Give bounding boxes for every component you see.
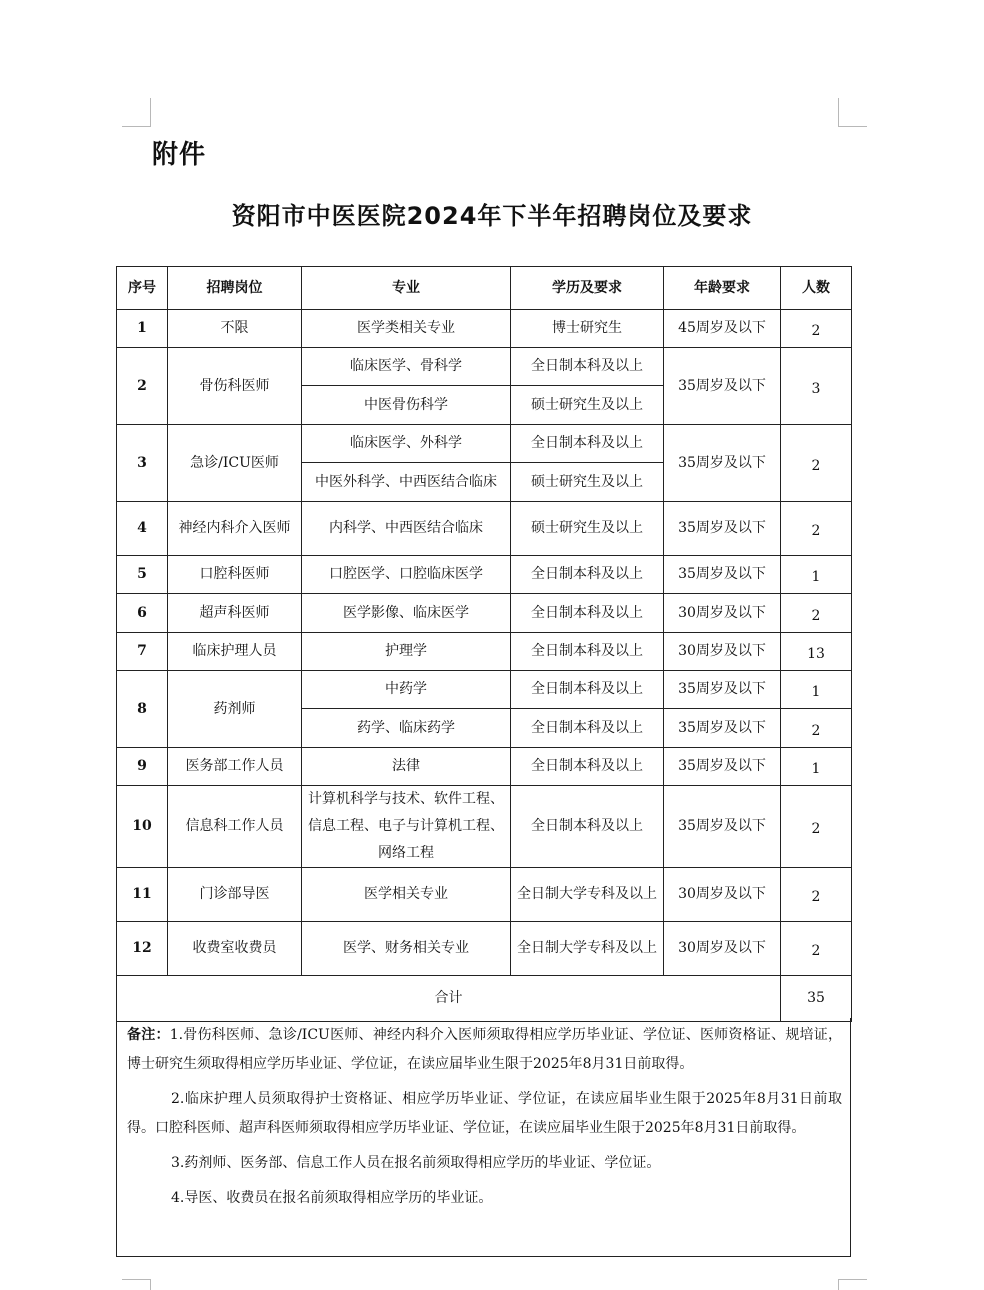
row-major: 中药学 <box>302 671 511 709</box>
row-education: 全日制本科及以上 <box>511 556 664 594</box>
row-education: 全日制本科及以上 <box>511 786 664 868</box>
row-education-2: 全日制本科及以上 <box>511 709 664 748</box>
remark-item: 3.药剂师、医务部、信息工作人员在报名前须取得相应学历的毕业证、学位证。 <box>171 1155 661 1171</box>
header-education: 学历及要求 <box>511 267 664 310</box>
row-number: 8 <box>117 671 168 748</box>
row-number: 5 <box>117 556 168 594</box>
row-number: 2 <box>117 348 168 425</box>
table-row <box>117 502 852 556</box>
row-education: 全日制本科及以上 <box>511 633 664 671</box>
crop-mark-bottom-right <box>838 1279 867 1290</box>
row-age: 30周岁及以下 <box>664 594 781 633</box>
remark-item: 备注：1.骨伤科医师、急诊/ICU医师、神经内科介入医师须取得相应学历毕业证、学位证、医师资格证、规培证，博士研究生须取得相应学历毕业证、学位证，在读应届毕业生限于2025年8月31日前取得。 <box>127 1027 842 1072</box>
row-count: 3 <box>781 348 852 425</box>
row-post: 超声科医师 <box>168 594 302 633</box>
table-row <box>117 556 852 594</box>
row-post: 收费室收费员 <box>168 922 302 976</box>
total-value: 35 <box>781 976 852 1022</box>
table-row <box>117 348 852 386</box>
row-count-2: 2 <box>781 709 852 748</box>
row-count: 2 <box>781 594 852 633</box>
table-row <box>117 594 852 633</box>
row-count: 2 <box>781 425 852 502</box>
row-age: 35周岁及以下 <box>664 556 781 594</box>
row-count: 1 <box>781 748 852 786</box>
row-post: 临床护理人员 <box>168 633 302 671</box>
row-major: 口腔医学、口腔临床医学 <box>302 556 511 594</box>
row-age: 35周岁及以下 <box>664 671 781 709</box>
row-education: 全日制大学专科及以上 <box>511 922 664 976</box>
row-major-2: 药学、临床药学 <box>302 709 511 748</box>
header-post: 招聘岗位 <box>168 267 302 310</box>
row-age: 30周岁及以下 <box>664 922 781 976</box>
row-major: 医学相关专业 <box>302 868 511 922</box>
page-title: 资阳市中医医院2024年下半年招聘岗位及要求 <box>231 202 753 230</box>
row-post: 信息科工作人员 <box>168 786 302 868</box>
remarks-label: 备注： <box>127 1027 170 1043</box>
row-count: 2 <box>781 310 852 348</box>
total-row <box>117 976 852 1022</box>
row-major: 医学影像、临床医学 <box>302 594 511 633</box>
row-age: 30周岁及以下 <box>664 633 781 671</box>
table-row <box>117 310 852 348</box>
row-number: 4 <box>117 502 168 556</box>
row-major-2: 中医外科学、中西医结合临床 <box>302 463 511 502</box>
row-major: 临床医学、外科学 <box>302 425 511 463</box>
row-post: 药剂师 <box>168 671 302 748</box>
row-education: 全日制本科及以上 <box>511 671 664 709</box>
row-major-2: 中医骨伤科学 <box>302 386 511 425</box>
row-post: 急诊/ICU医师 <box>168 425 302 502</box>
row-education: 全日制本科及以上 <box>511 594 664 633</box>
row-age: 35周岁及以下 <box>664 348 781 425</box>
row-count: 1 <box>781 671 852 709</box>
row-age: 35周岁及以下 <box>664 502 781 556</box>
table-row <box>117 748 852 786</box>
header-count: 人数 <box>781 267 852 310</box>
row-major: 内科学、中西医结合临床 <box>302 502 511 556</box>
row-post: 门诊部导医 <box>168 868 302 922</box>
row-major: 医学类相关专业 <box>302 310 511 348</box>
row-age: 35周岁及以下 <box>664 425 781 502</box>
row-post: 口腔科医师 <box>168 556 302 594</box>
row-post: 不限 <box>168 310 302 348</box>
row-count: 13 <box>781 633 852 671</box>
row-major: 护理学 <box>302 633 511 671</box>
row-age: 30周岁及以下 <box>664 868 781 922</box>
row-major: 计算机科学与技术、软件工程、信息工程、电子与计算机工程、网络工程 <box>302 786 511 868</box>
row-age: 45周岁及以下 <box>664 310 781 348</box>
row-post: 神经内科介入医师 <box>168 502 302 556</box>
row-count: 2 <box>781 922 852 976</box>
row-education: 硕士研究生及以上 <box>511 502 664 556</box>
row-number: 10 <box>117 786 168 868</box>
row-count: 2 <box>781 502 852 556</box>
table-row <box>117 786 852 868</box>
row-post: 医务部工作人员 <box>168 748 302 786</box>
row-number: 3 <box>117 425 168 502</box>
row-major: 医学、财务相关专业 <box>302 922 511 976</box>
row-major: 临床医学、骨科学 <box>302 348 511 386</box>
crop-mark-top-left <box>122 98 151 127</box>
row-number: 11 <box>117 868 168 922</box>
total-label: 合计 <box>117 976 781 1022</box>
table-row <box>117 922 852 976</box>
row-count: 2 <box>781 786 852 868</box>
attachment-label: 附件 <box>152 140 207 170</box>
header-age: 年龄要求 <box>664 267 781 310</box>
row-education: 全日制本科及以上 <box>511 748 664 786</box>
crop-mark-bottom-left <box>122 1279 151 1290</box>
crop-mark-top-right <box>838 98 867 127</box>
row-number: 12 <box>117 922 168 976</box>
row-education: 全日制本科及以上 <box>511 348 664 386</box>
row-number: 1 <box>117 310 168 348</box>
header-seq: 序号 <box>117 267 168 310</box>
row-number: 6 <box>117 594 168 633</box>
header-major: 专业 <box>302 267 511 310</box>
row-post: 骨伤科医师 <box>168 348 302 425</box>
remark-item: 2.临床护理人员须取得护士资格证、相应学历毕业证、学位证，在读应届毕业生限于2025年8月31日前取得。口腔科医师、超声科医师须取得相应学历毕业证、学位证，在读应届毕业生限于2025年8月31日前取得。 <box>127 1091 842 1136</box>
row-count: 2 <box>781 868 852 922</box>
recruitment-table <box>116 266 852 1022</box>
remark-item: 4.导医、收费员在报名前须取得相应学历的毕业证。 <box>171 1190 493 1206</box>
table-row <box>117 868 852 922</box>
row-major: 法律 <box>302 748 511 786</box>
table-row <box>117 633 852 671</box>
remarks-section <box>116 1018 851 1257</box>
row-age-2: 35周岁及以下 <box>664 709 781 748</box>
row-age: 35周岁及以下 <box>664 786 781 868</box>
row-education: 全日制大学专科及以上 <box>511 868 664 922</box>
row-count: 1 <box>781 556 852 594</box>
row-education: 全日制本科及以上 <box>511 425 664 463</box>
row-education-2: 硕士研究生及以上 <box>511 463 664 502</box>
table-header-row <box>117 267 852 310</box>
row-number: 9 <box>117 748 168 786</box>
row-education-2: 硕士研究生及以上 <box>511 386 664 425</box>
table-row <box>117 671 852 709</box>
row-education: 博士研究生 <box>511 310 664 348</box>
row-age: 35周岁及以下 <box>664 748 781 786</box>
row-number: 7 <box>117 633 168 671</box>
table-row <box>117 425 852 463</box>
